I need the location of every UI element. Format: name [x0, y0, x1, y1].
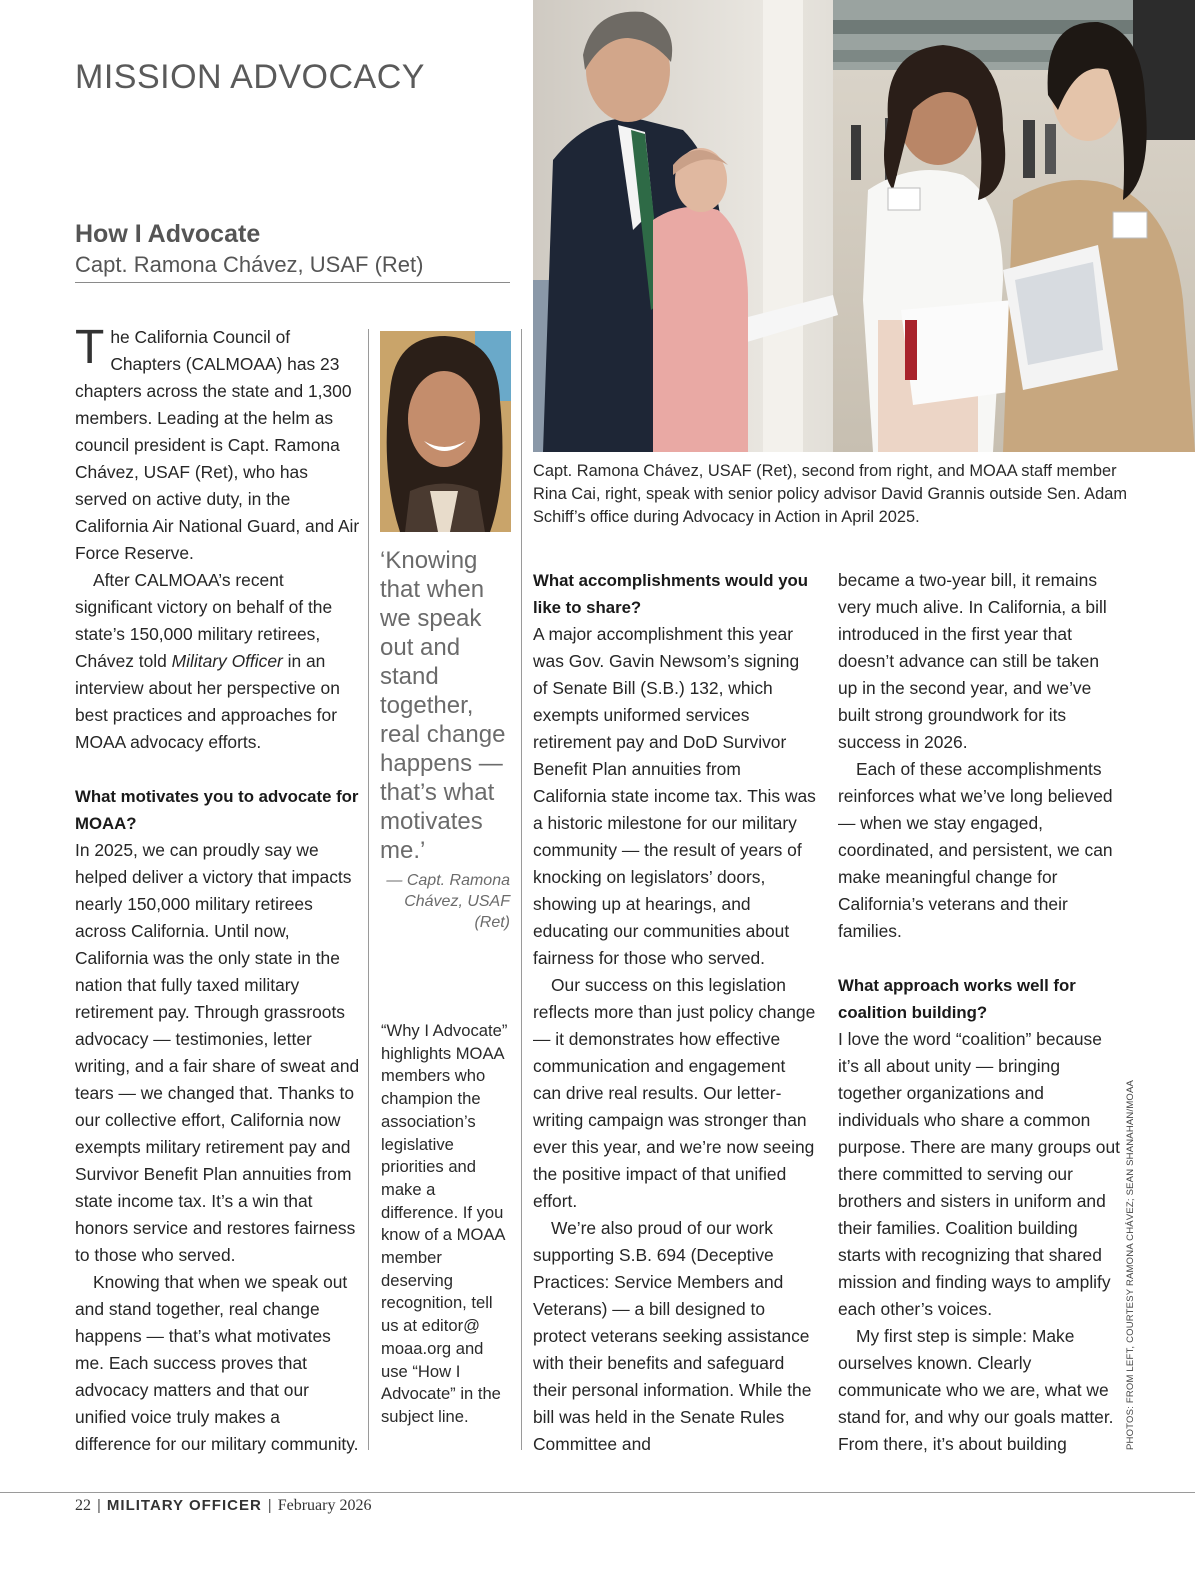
- drop-cap: T: [75, 321, 105, 374]
- advocacy-photo: [533, 0, 1195, 452]
- article-column-2: [533, 567, 818, 1458]
- section-title: MISSION ADVOCACY: [75, 58, 425, 96]
- question-accomplishments: What accomplishments would you like to share?: [533, 571, 809, 617]
- issue-date: February 2026: [277, 1497, 372, 1514]
- answer-motivation-p1: In 2025, we can proudly say we helped deliver a victory that impacts nearly 150,000 military retirees across California. Until now, California was the only state in the nation that fully taxed military retirement pay. Through grassroots advocacy — testimonies, letter writing, and a fair share of sweat and tears — we changed that. Thanks to our collective effort, California now exempts military retirement pay and Survivor Benefit Plan annuities from state income tax. It’s a win that honors service and restores fairness to those who served.: [75, 840, 360, 1265]
- advocacy-photo-illustration: [533, 0, 1195, 452]
- headshot-illustration: [380, 331, 511, 532]
- article-byline: Capt. Ramona Chávez, USAF (Ret): [75, 252, 424, 277]
- answer-coalition-p2: My first step is simple: Make ourselves known. Clearly communicate who we are, what we stand for, and why our goals matter. From there, it’s about building: [838, 1326, 1114, 1454]
- answer-accomplishments-p3-continued: became a two-year bill, it remains very much alive. In California, a bill introduced in the first year that doesn’t advance can still be taken up in the second year, and we’ve built strong groundwork for its success in 2026.: [838, 570, 1107, 752]
- headshot-photo: [380, 331, 511, 532]
- article-headline: How I Advocate: [75, 220, 261, 248]
- intro-paragraph: [75, 321, 360, 567]
- intro2-text-a: After CALMOAA’s recent significant victory on behalf of the state’s 150,000 military retirees, Chávez told: [75, 570, 333, 671]
- intro2-text-b: in an interview about her perspective on best practices and approaches for MOAA advocacy efforts.: [75, 651, 340, 752]
- question-coalition: What approach works well for coalition building?: [838, 976, 1076, 1022]
- headline-rule: [75, 282, 510, 283]
- answer-accomplishments-p3: We’re also proud of our work supporting S.B. 694 (Deceptive Practices: Service Members and Veterans) — a bill designed to protect veterans seeking assistance with their benefits and safeguard their personal information. While the bill was held in the Senate Rules Committee and: [533, 1218, 812, 1454]
- answer-motivation-p2: Knowing that when we speak out and stand together, real change happens — that’s what motivates me. Each success proves that advocacy matters and that our unified voice truly makes a difference for our military community.: [75, 1272, 359, 1454]
- pull-quote: ‘Knowing that when we speak out and stand together, real change happens — that’s what motivates me.’: [380, 547, 506, 864]
- intro-text: he California Council of Chapters (CALMOAA) has 23 chapters across the state and 1,300 members. Leading at the helm as council president is Capt. Ramona Chávez, USAF (Ret), who has served on active duty, in the California Air National Guard, and Air Force Reserve.: [75, 327, 360, 563]
- magazine-title: MILITARY OFFICER: [106, 1497, 262, 1514]
- column-divider-left: [368, 329, 369, 1450]
- photo-caption: Capt. Ramona Chávez, USAF (Ret), second from right, and MOAA staff member Rina Cai, right, speak with senior policy advisor David Grannis outside Sen. Adam Schiff’s office during Advocacy in Action in April 2025.: [533, 462, 1127, 526]
- page-number: 22: [75, 1497, 91, 1514]
- answer-coalition-p1: I love the word “coalition” because it’s all about unity — bringing together organizations and individuals who share a common purpose. There are many groups out there committed to serving our brothers and sisters in uniform and their families. Coalition building starts with recognizing that shared mission and finding ways to amplify each other’s voices.: [838, 1029, 1120, 1319]
- photo-credit: PHOTOS: FROM LEFT, COURTESY RAMONA CHÁVEZ; SEAN SHANAHAN/MOAA: [1125, 1079, 1136, 1450]
- article-column-1: [75, 321, 360, 1458]
- magazine-name-italic: Military Officer: [171, 651, 283, 671]
- article-column-3: [838, 567, 1123, 1458]
- intro-paragraph-2: [75, 567, 360, 756]
- answer-accomplishments-p2: Our success on this legislation reflects more than just policy change — it demonstrates how effective communication and engagement can drive real results. Our letter-writing campaign was stronger than ever this year, and we’re now seeing the positive impact of that unified effort.: [533, 975, 816, 1211]
- page-footer: 22 | MILITARY OFFICER | February 2026: [75, 1497, 372, 1514]
- footer-rule: [0, 1492, 1195, 1493]
- question-motivation: What motivates you to advocate for MOAA?: [75, 787, 359, 833]
- answer-accomplishments-p1: A major accomplishment this year was Gov. Gavin Newsom’s signing of Senate Bill (S.B.) 132, which exempts uniformed services retirement pay and DoD Survivor Benefit Plan annuities from California state income tax. This was a historic milestone for our military community — the result of years of knocking on legislators’ doors, showing up at hearings, and educating our communities about fairness for those who served.: [533, 624, 816, 968]
- pull-quote-attribution: — Capt. Ramona Chávez, USAF (Ret): [386, 872, 510, 931]
- column-divider-right: [521, 329, 522, 1450]
- side-note: “Why I Advocate” highlights MOAA members who champion the association’s legislative priorities and make a difference. If you know of a MOAA member deserving recognition, tell us at editor@ moaa.org and use “How I Advocate” in the subject line.: [381, 1021, 508, 1426]
- answer-accomplishments-p4: Each of these accomplishments reinforces what we’ve long believed — when we stay engaged, coordinated, and persistent, we can make meaningful change for California’s veterans and their families.: [838, 759, 1113, 941]
